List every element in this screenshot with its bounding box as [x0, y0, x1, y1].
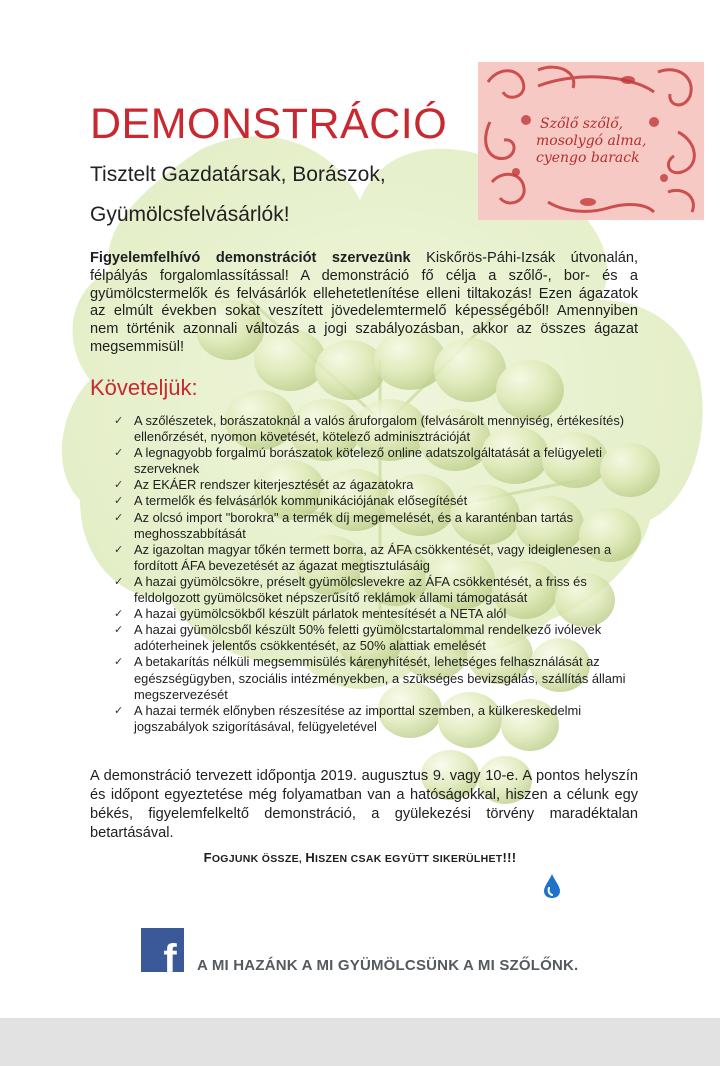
slogan-exclamations: !!!	[502, 850, 517, 865]
demands-list	[112, 413, 632, 735]
demand-text: A termelők és felvásárlók kommunikációjának elősegítését	[134, 493, 468, 509]
demand-item	[112, 574, 632, 606]
demands-heading: Követeljük:	[90, 375, 198, 400]
demand-item	[112, 413, 632, 445]
demand-text: Az olcsó import "borokra" a termék díj megemelését, és a karanténban tartás meghosszabbítását	[134, 509, 574, 541]
demand-item	[112, 606, 632, 622]
checkmark-icon: ✓	[114, 447, 124, 460]
slogan-part-2: ISZEN CSAK EGYÜTT SIKERÜLHET	[315, 853, 503, 865]
checkmark-icon: ✓	[114, 511, 124, 524]
demand-item	[112, 493, 632, 509]
demand-text: A hazai gyümölcsökből készült párlatok mentesítését a NETA alól	[134, 606, 507, 622]
demand-text: A szőlészetek, borászatoknál a valós áruforgalom (felvásárolt mennyiség, értékesítés) ellenőrzését, nyomon követését, kötelező adminisztrációját	[134, 413, 625, 445]
intro-bold-lead: Figyelemfelhívó demonstrációt szervezünk	[90, 250, 411, 266]
checkmark-icon: ✓	[114, 624, 124, 637]
greeting-line-1: Tisztelt Gazdatársak, Borászok,	[90, 163, 386, 186]
demand-item	[112, 703, 632, 735]
slogan-initial-2: H	[305, 850, 316, 865]
folk-card-line-3: cyengo barack	[536, 150, 640, 166]
demand-text: A legnagyobb forgalmú borászatok kötelező online adatszolgáltatását a felügyeleti szerveknek	[134, 445, 602, 477]
folk-card-line-1: Szőlő szőlő,	[540, 116, 624, 132]
checkmark-icon: ✓	[114, 543, 124, 556]
page-title: DEMONSTRÁCIÓ	[90, 100, 448, 148]
demand-item	[112, 510, 632, 542]
folk-card-line-2: mosolygó alma,	[536, 133, 647, 149]
demand-text: Az EKÁER rendszer kiterjesztését az ágazatokra	[134, 477, 414, 493]
checkmark-icon: ✓	[114, 608, 124, 621]
demand-text: A hazai termék előnyben részesítése az importtal szemben, a külkereskedelmi jogszabályok szigorításával, felügyeletével	[134, 702, 582, 734]
facebook-icon[interactable]	[141, 928, 184, 972]
bottom-motto: A MI HAZÁNK A MI GYÜMÖLCSÜNK A MI SZŐLŐNK.	[197, 957, 579, 974]
demand-text: Az igazoltan magyar tőkén termett borra, az ÁFA csökkentését, vagy ideiglenesen a fordított ÁFA bevezetését az ágazat megtisztulásáig	[134, 541, 612, 573]
demand-item	[112, 542, 632, 574]
intro-rest: Kiskőrös-Páhi-Izsák útvonalán, félpályás forgalomlassítással! A demonstráció fő célja a szőlő-, bor- és a gyümölcstermelők és felvásárlók ellehetetlenítése elleni tiltakozás! Ezen ágazatok az elmúlt években sokat veszített jövedelemtermelő képességéből! Amennyiben nem történik azonnali változás a jogi szabályozásban, akkor az összes ágazat megsemmisül!	[90, 250, 639, 355]
checkmark-icon: ✓	[114, 656, 124, 669]
facebook-glyph: f	[163, 937, 177, 972]
checkmark-icon: ✓	[114, 415, 124, 427]
demand-item	[112, 622, 632, 654]
water-drop-icon	[543, 873, 561, 899]
slogan-part-1: OGJUNK ÖSSZE,	[211, 853, 306, 865]
demand-text: A hazai gyümölcsből készült 50% feletti gyümölcstartalommal rendelkező ivólevek adóterheinek jelentős csökkentését, az 50% alattiak emelését	[134, 622, 602, 654]
slogan-initial-1: F	[203, 850, 212, 865]
demand-item	[112, 654, 632, 702]
checkmark-icon: ✓	[114, 704, 124, 717]
demand-item	[112, 445, 632, 477]
greeting-line-2: Gyümölcsfelvásárlók!	[90, 203, 290, 226]
folk-embroidery-card	[478, 62, 704, 220]
checkmark-icon: ✓	[114, 495, 124, 508]
demand-text: A hazai gyümölcsökre, préselt gyümölcslevekre az ÁFA csökkentését, a friss és feldolgozott gyümölcsöket népszerűsítő reklámok állami támogatását	[134, 573, 587, 606]
demand-item	[112, 477, 632, 493]
screen-footer-band	[0, 1018, 720, 1066]
closing-paragraph: A demonstráció tervezett időpontja 2019. augusztus 9. vagy 10-e. A pontos helyszín és időpont egyeztetése még folyamatban van a hatóságokkal, hiszen a célunk egy békés, figyelemfelkeltő demonstráció, a gyülekezési törvény maradéktalan betartásával.	[90, 768, 638, 841]
intro-paragraph	[90, 250, 638, 357]
checkmark-icon: ✓	[114, 575, 124, 588]
checkmark-icon: ✓	[114, 479, 124, 492]
demand-text: A betakarítás nélküli megsemmisülés kárenyhítését, lehetséges felhasználását az egészségügyben, szociális intézményekben, a szükséges bevizsgálás, szállítás állami megszervezését	[134, 654, 626, 702]
slogan	[0, 850, 720, 865]
